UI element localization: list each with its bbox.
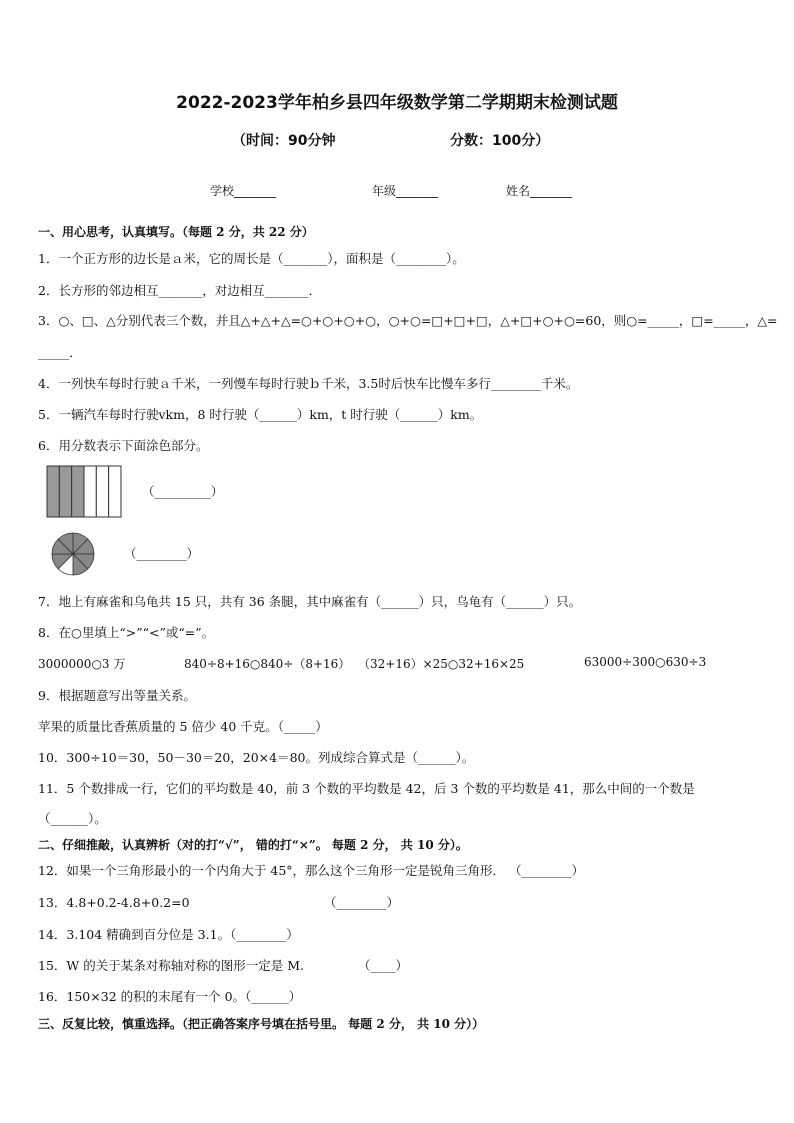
shaded-circle-figure <box>50 532 98 578</box>
question-8-item-2: 840÷8+16○840÷（8+16） <box>184 657 351 671</box>
question-10: 10．300÷10＝30，50－30＝20，20×4＝80。列成综合算式是（______）。 <box>38 750 475 765</box>
question-16: 16．150×32 的积的末尾有一个 0。（______） <box>38 989 302 1004</box>
question-15: 15．W 的关于某条对称轴对称的图形一定是 M. <box>38 958 304 973</box>
grade-field: 年级_______ <box>372 184 439 198</box>
question-14: 14．3.104 精确到百分位是 3.1。（________） <box>38 927 299 942</box>
question-5: 5．一辆汽车每时行驶vkm，8 时行驶（______）km，t 时行驶（______）km。 <box>38 407 483 422</box>
question-6: 6．用分数表示下面涂色部分。 <box>38 438 209 453</box>
section-3-heading: 三、反复比较，慎重选择。（把正确答案序号填在括号里。 每题 2 分， 共 10 分）） <box>38 1017 485 1031</box>
name-field: 姓名_______ <box>506 184 573 198</box>
exam-time: （时间：90分钟 <box>232 133 336 149</box>
section-2-heading: 二、仔细推敲，认真辨析（对的打“√”， 错的打“×”。 每题 2 分， 共 10 分）。 <box>38 838 468 852</box>
shaded-rectangle-figure <box>46 465 124 519</box>
question-2: 2．长方形的邻边相互_______，对边相互_______． <box>38 283 321 298</box>
question-15-blank: （____） <box>358 958 409 973</box>
question-4: 4．一列快车每时行驶ａ千米，一列慢车每时行驶ｂ千米，3.5时后快车比慢车多行________千米。 <box>38 376 579 391</box>
question-13-blank: （________） <box>324 895 400 910</box>
question-7: 7．地上有麻雀和乌龟共 15 只，共有 36 条腿，其中麻雀有（______）只，乌龟有（______）只。 <box>38 594 582 609</box>
question-11-cont: （______）。 <box>38 811 107 826</box>
exam-score: 分数：100分） <box>450 133 550 149</box>
page-title: 2022-2023学年柏乡县四年级数学第二学期期末检测试题 <box>176 93 618 113</box>
section-1-heading: 一、用心思考，认真填写。（每题 2 分，共 22 分） <box>38 225 314 239</box>
question-8: 8．在○里填上“>”“<”或“=”。 <box>38 625 215 640</box>
question-6-blank-2: （________） <box>124 546 200 561</box>
question-9: 9．根据题意写出等量关系。 <box>38 688 196 703</box>
question-8-item-3: （32+16）×25○32+16×25 <box>358 657 525 671</box>
question-12: 12．如果一个三角形最小的一个内角大于 45°，那么这个三角形一定是锐角三角形． （________） <box>38 863 585 878</box>
school-field: 学校_______ <box>210 184 277 198</box>
question-6-blank-1: （_________） <box>142 484 224 499</box>
question-11: 11．5 个数排成一行，它们的平均数是 40，前 3 个数的平均数是 42，后 3 个数的平均数是 41，那么中间的一个数是 <box>38 781 695 796</box>
question-3-cont: _____． <box>38 345 82 360</box>
question-9-prompt: 苹果的质量比香蕉质量的 5 倍少 40 千克。（_____） <box>38 719 328 734</box>
question-8-item-1: 3000000○3 万 <box>38 657 126 671</box>
question-3: 3．○、□、△分别代表三个数，并且△+△+△=○+○+○+○，○+○=□+□+□，△+□+○+○=60，则○=_____，□=_____，△= <box>38 313 778 328</box>
question-8-item-4: 63000÷300○630÷3 <box>584 655 707 669</box>
question-1: 1．一个正方形的边长是ａ米，它的周长是（_______），面积是（________）。 <box>38 251 465 266</box>
question-13: 13．4.8+0.2-4.8+0.2=0 <box>38 895 190 910</box>
